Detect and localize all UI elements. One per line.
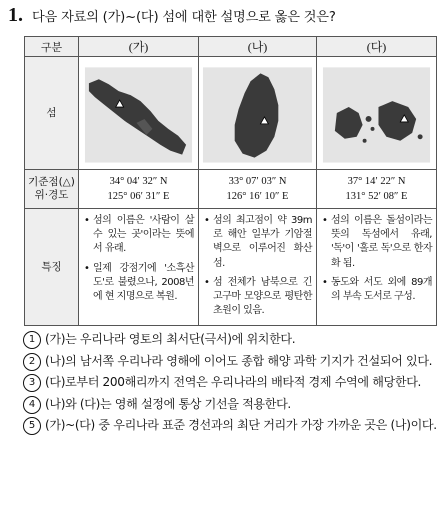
row-label-coords <box>25 170 79 209</box>
coords-ga <box>79 170 199 209</box>
map-island-na <box>199 57 317 170</box>
question-number: 1. <box>8 4 23 26</box>
column-header-da: (다) <box>317 37 437 57</box>
question-text: 다음 자료의 (가)~(다) 섬에 대한 설명으로 옳은 것은? <box>32 10 336 25</box>
choice-number: 5 <box>23 417 41 435</box>
map-row <box>25 57 437 170</box>
island-na-map <box>199 57 316 169</box>
choice-text: (가)~(다) 중 우리나라 표준 경선과의 최단 거리가 가장 가까운 곳은 (나)이다. <box>45 418 437 432</box>
longitude: 131° 52′ 08″ E <box>345 191 408 202</box>
island-da-map <box>317 57 436 169</box>
feature-item: • 섬 전체가 남북으로 긴 고구마 모양으로 평탄한 초원이 있음. <box>204 276 312 319</box>
feature-row <box>25 209 437 326</box>
map-island-ga <box>79 57 199 170</box>
answer-choices <box>23 329 439 437</box>
latitude: 34° 04′ 32″ N <box>109 176 168 187</box>
choice-text: (다)로부터 200해리까지 전역은 우리나라의 배타적 경제 수역에 해당한다. <box>45 375 422 389</box>
row-label-coords-line2: 위·경도 <box>34 189 69 201</box>
coordinate-row <box>25 170 437 209</box>
column-header-ga: (가) <box>79 37 199 57</box>
longitude: 126° 16′ 10″ E <box>226 191 289 202</box>
features-da <box>317 209 437 326</box>
row-label-features: 특징 <box>25 209 79 326</box>
features-ga <box>79 209 199 326</box>
latitude: 33° 07′ 03″ N <box>228 176 287 187</box>
features-na <box>199 209 317 326</box>
feature-item: • 섬의 이름은 돌섬이라는 뜻의 독섬에서 유래, '독'이 '홀로 독'으로 한자화 됨. <box>322 214 432 271</box>
header-label: 구분 <box>25 37 79 57</box>
choice-number: 3 <box>23 374 41 392</box>
choice-number: 4 <box>23 396 41 414</box>
island-ga-map <box>79 57 198 169</box>
choice-2[interactable] <box>23 351 439 373</box>
column-header-na: (나) <box>199 37 317 57</box>
choice-text: (나)와 (다)는 영해 설정에 통상 기선을 적용한다. <box>45 396 291 411</box>
latitude: 37° 14′ 22″ N <box>347 176 406 187</box>
longitude: 125° 06′ 31″ E <box>107 191 170 202</box>
coords-da <box>317 170 437 209</box>
feature-item: • 일제 강점기에 '소흑산도'로 불렸으나, 2008년에 현 지명으로 복원. <box>84 262 194 305</box>
choice-number: 2 <box>23 353 41 371</box>
coords-na <box>199 170 317 209</box>
choice-3[interactable] <box>23 372 439 394</box>
choice-number: 1 <box>23 331 41 349</box>
question-header <box>8 4 435 28</box>
table-header-row <box>25 37 437 57</box>
feature-item: • 섬의 최고점이 약 39m로 해안 일부가 기암절벽으로 이루어진 화산섬. <box>204 214 312 271</box>
row-label-island: 섬 <box>25 57 79 170</box>
island-table <box>24 36 437 326</box>
choice-4[interactable] <box>23 394 439 416</box>
choice-text: (가)는 우리나라 영토의 최서단(극서)에 위치한다. <box>45 332 296 346</box>
choice-5[interactable] <box>23 415 439 437</box>
choice-1[interactable] <box>23 329 439 351</box>
map-island-da <box>317 57 437 170</box>
feature-item: • 동도와 서도 외에 89개의 부속 도서로 구성. <box>322 276 432 304</box>
feature-item: • 섬의 이름은 '사람이 살 수 있는 곳'이라는 뜻에서 유래. <box>84 214 194 257</box>
choice-text: (나)의 남서쪽 우리나라 영해에 이어도 종합 해양 과학 기지가 건설되어 있다. <box>45 353 433 368</box>
row-label-coords-line1: 기준점(△) <box>28 176 75 188</box>
